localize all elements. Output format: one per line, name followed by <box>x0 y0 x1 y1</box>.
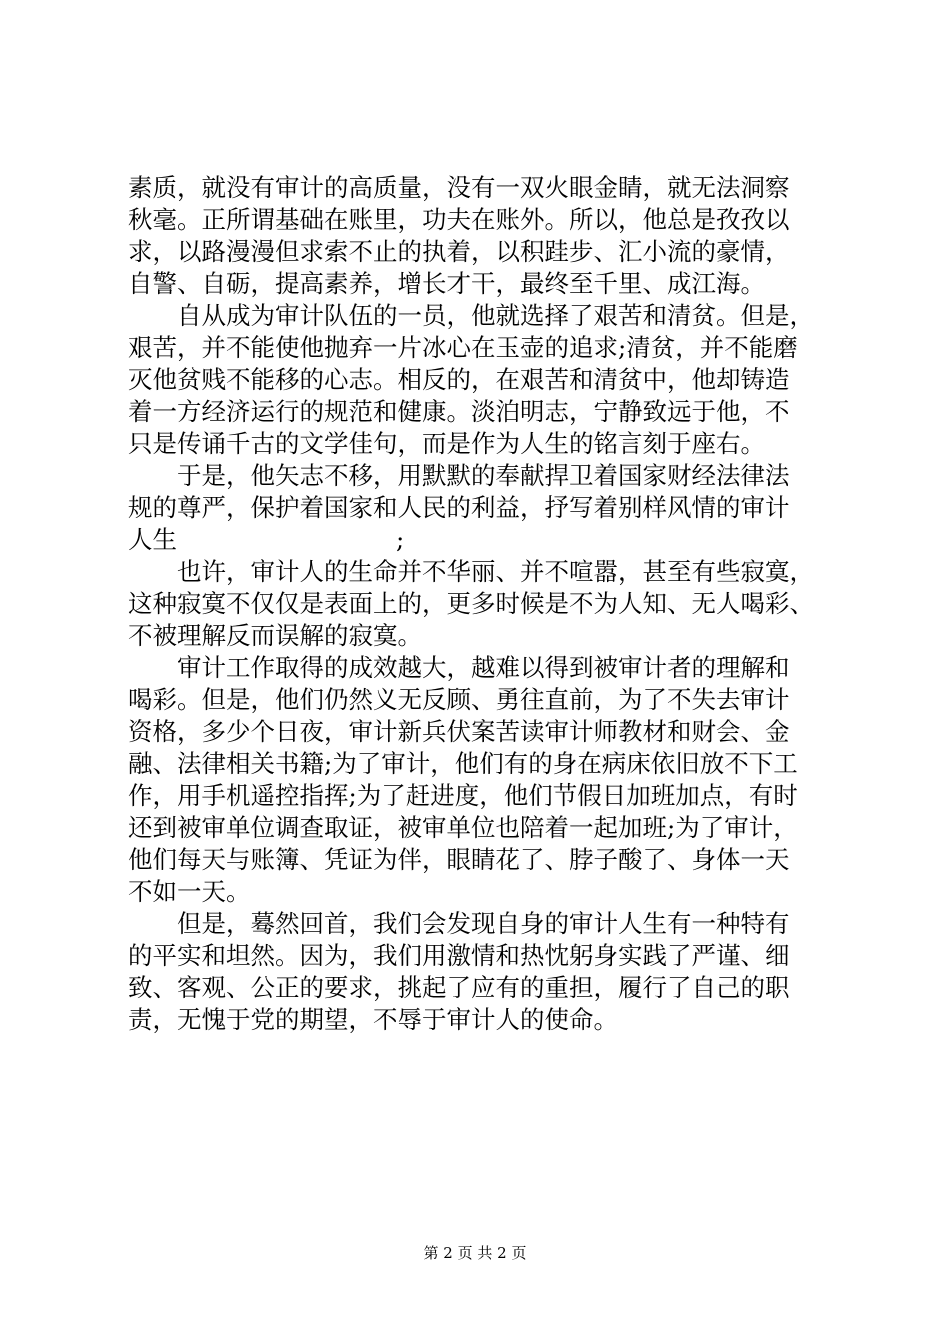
text-line: 秋毫。正所谓基础在账里，功夫在账外。所以，他总是孜孜以 <box>128 205 790 234</box>
text-line: 规的尊严，保护着国家和人民的利益，抒写着别样风情的审计 <box>128 493 790 522</box>
text-line: 求，以路漫漫但求索不止的执着，以积跬步、汇小流的豪情， <box>128 237 790 266</box>
text-line: 不被理解反而误解的寂寞。 <box>128 621 422 650</box>
text-line: 这种寂寞不仅仅是表面上的，更多时候是不为人知、无人喝彩、 <box>128 589 814 618</box>
text-line: 作，用手机遥控指挥;为了赶进度，他们节假日加班加点，有时 <box>128 781 798 810</box>
text-line: 艰苦，并不能使他抛弃一片冰心在玉壶的追求;清贫，并不能磨 <box>128 333 798 362</box>
stray-semicolon: ; <box>396 525 405 554</box>
text-line: 喝彩。但是，他们仍然义无反顾、勇往直前，为了不失去审计 <box>128 685 790 714</box>
text-line: 责，无愧于党的期望，不辱于审计人的使命。 <box>128 1005 618 1034</box>
text-line: 灭他贫贱不能移的心志。相反的，在艰苦和清贫中，他却铸造 <box>128 365 790 394</box>
text-line: 着一方经济运行的规范和健康。淡泊明志，宁静致远于他，不 <box>128 397 790 426</box>
text-line: 还到被审单位调查取证，被审单位也陪着一起加班;为了审计， <box>128 813 798 842</box>
text-line: 但是，蓦然回首，我们会发现自身的审计人生有一种特有 <box>128 909 790 938</box>
text-line: 融、法律相关书籍;为了审计，他们有的身在病床依旧放不下工 <box>128 749 798 778</box>
text-line: 不如一天。 <box>128 877 251 906</box>
text-line: 资格，多少个日夜，审计新兵伏案苦读审计师教材和财会、金 <box>128 717 790 746</box>
text-line: 于是，他矢志不移，用默默的奉献捍卫着国家财经法律法 <box>128 461 790 490</box>
text-line: 他们每天与账簿、凭证为伴，眼睛花了、脖子酸了、身体一天 <box>128 845 790 874</box>
text-line: 致、客观、公正的要求，挑起了应有的重担，履行了自己的职 <box>128 973 790 1002</box>
text-line: 也许，审计人的生命并不华丽、并不喧嚣，甚至有些寂寞， <box>128 557 814 586</box>
text-line: 自从成为审计队伍的一员，他就选择了艰苦和清贫。但是， <box>128 301 814 330</box>
text-line: 自警、自砺，提高素养，增长才干，最终至千里、成江海。 <box>128 269 765 298</box>
text-line: 素质，就没有审计的高质量，没有一双火眼金睛，就无法洞察 <box>128 173 790 202</box>
text-line: 只是传诵千古的文学佳句，而是作为人生的铭言刻于座右。 <box>128 429 765 458</box>
text-line: 审计工作取得的成效越大，越难以得到被审计者的理解和 <box>128 653 790 682</box>
page-footer: 第 2 页 共 2 页 <box>423 1244 527 1262</box>
text-line: 人生 <box>128 525 177 554</box>
text-line: 的平实和坦然。因为，我们用激情和热忱躬身实践了严谨、细 <box>128 941 790 970</box>
